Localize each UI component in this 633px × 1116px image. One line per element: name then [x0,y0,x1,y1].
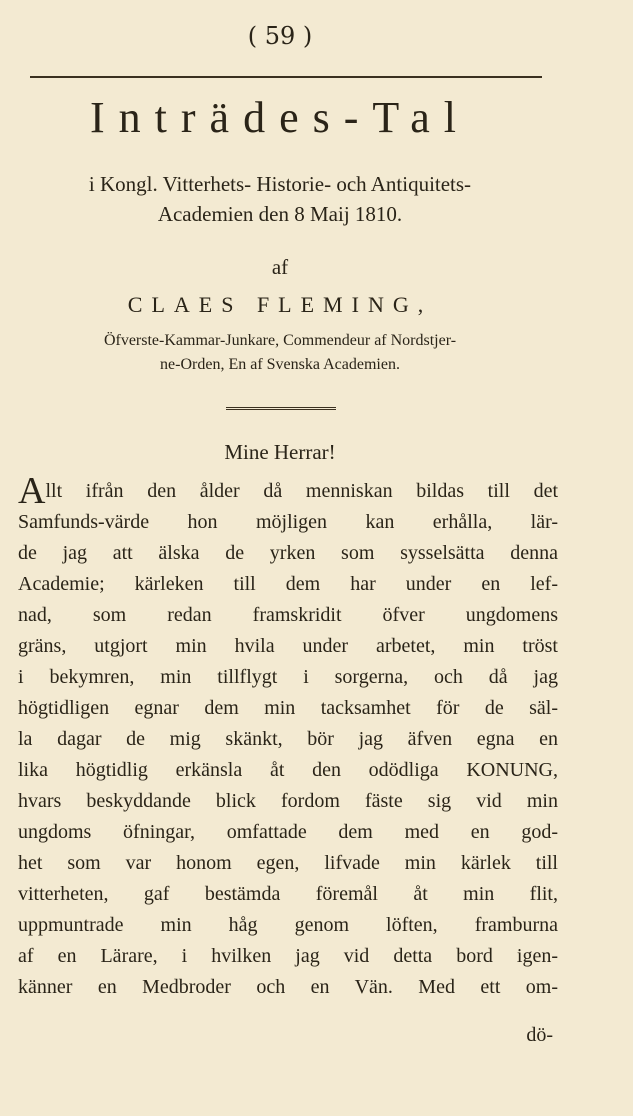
text-line: i bekymren, min tillflygt i sorgerna, och då jag [18,666,558,688]
body-text [18,470,558,1003]
text-line: nad, som redan framskridit öfver ungdomens [18,604,558,626]
text-line: ungdoms öfningar, omfattade dem med en god- [18,821,558,843]
text-line: af en Lärare, i hvilken jag vid detta bord igen- [18,945,558,967]
text-line: vitterheten, gaf bestämda föremål åt min flit, [18,883,558,905]
header-rule [30,76,542,78]
page-title: Inträdes-Tal [90,93,470,142]
text-line [18,470,558,512]
catchword: dö- [526,1024,553,1046]
author-rank-line-2: ne-Orden, En af Svenska Academien. [160,356,400,373]
text-line: la dagar de mig skänkt, bör jag äfven egna en [18,728,558,750]
author-name: CLAES FLEMING, [127,292,433,317]
text-line: het som var honom egen, lifvade min kärlek till [18,852,558,874]
text-line: de jag att älska de yrken som sysselsätta denna [18,542,558,564]
salutation: Mine Herrar! [224,440,336,464]
text-line: hvars beskyddande blick fordom fäste sig vid min [18,790,558,812]
text-line: gräns, utgjort min hvila under arbetet, min tröst [18,635,558,657]
text-line: Samfunds-värde hon möjligen kan erhålla, lär- [18,511,558,533]
text-line: högtidligen egnar dem min tacksamhet för de säl- [18,697,558,719]
page-number: ( 59 ) [247,22,313,50]
text-line: Academie; kärleken till dem har under en lef- [18,573,558,595]
by-line: af [271,255,289,279]
text-line: känner en Medbroder och en Vän. Med ett om- [18,976,558,998]
section-divider [226,407,336,410]
text-line: uppmuntrade min håg genom löften, framburna [18,914,558,936]
drop-cap: A [18,470,46,512]
subtitle-line-1: i Kongl. Vitterhets- Historie- och Antiquitets- [88,172,472,196]
text-line: lika högtidlig erkänsla åt den odödliga KONUNG, [18,759,558,781]
author-rank-line-1: Öfverste-Kammar-Junkare, Commendeur af Nordstjer- [103,332,457,349]
subtitle-line-2: Academien den 8 Maij 1810. [157,202,403,226]
text-line-content: llt ifrån den ålder då menniskan bildas till det [45,480,558,502]
